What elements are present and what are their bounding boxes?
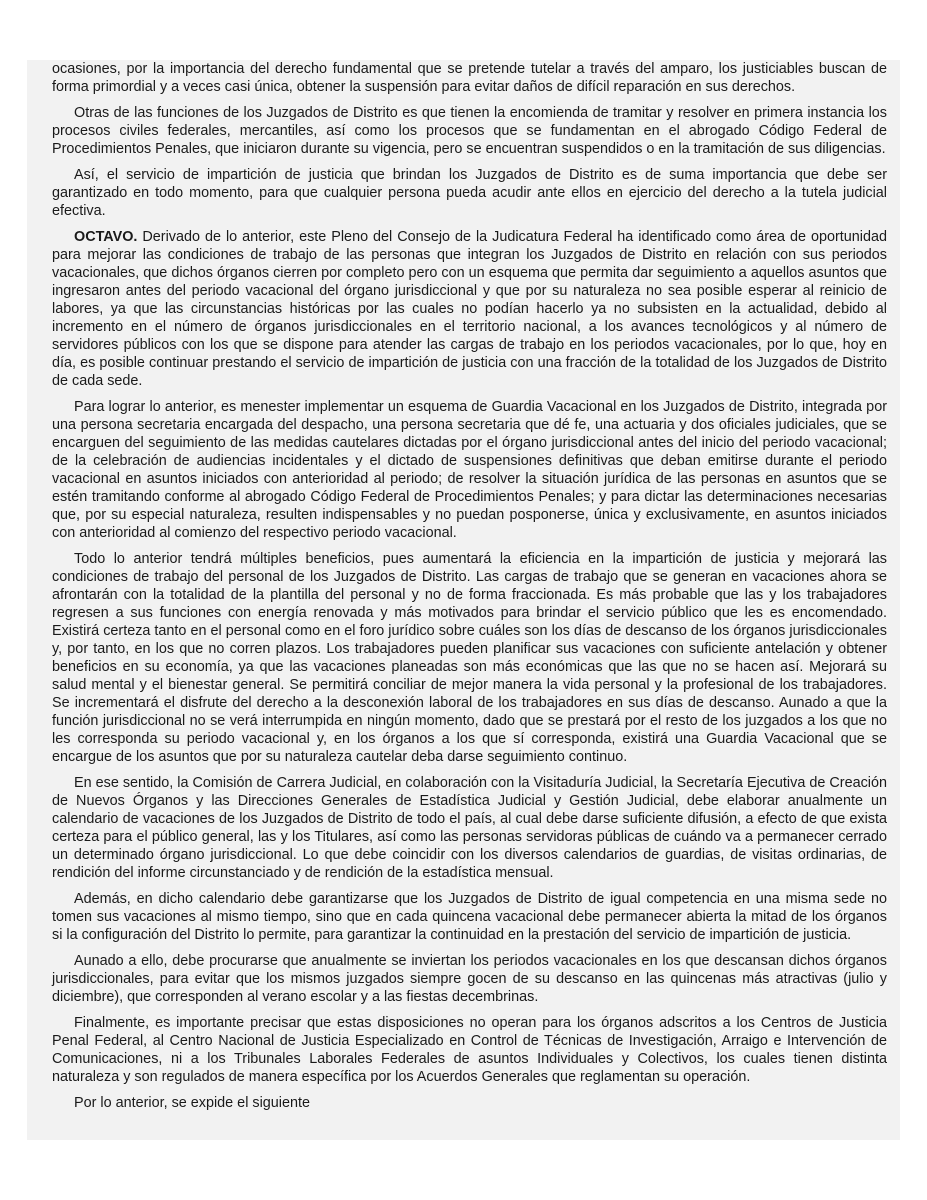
- paragraph-servicio-imparticion: Así, el servicio de impartición de justicia que brindan los Juzgados de Distrito es de suma importancia que debe ser garantizado en todo momento, para que cualquier persona pueda acudir ante ellos en ejercicio del derecho a la tutela judicial efectiva.: [52, 167, 887, 219]
- paragraph-continuation: ocasiones, por la importancia del derecho fundamental que se pretende tutelar a través del amparo, los justiciables buscan de forma primordial y a veces casi única, obtener la suspensión para evitar daños de difícil reparación en sus derechos.: [52, 61, 887, 95]
- paragraph-calendario: En ese sentido, la Comisión de Carrera Judicial, en colaboración con la Visitaduría Judicial, la Secretaría Ejecutiva de Creación de Nuevos Órganos y las Direcciones Generales de Estadística Judicial y Gestión Judicial, debe elaborar anualmente un calendario de vacaciones de los Juzgados de Distrito de todo el país, al cual debe darse suficiente difusión, a efecto de que exista certeza para el público general, las y los Titulares, así como las personas servidoras públicas de cuándo va a permanecer cerrado un determinado órgano jurisdiccional. Lo que debe coincidir con los diversos calendarios de guardias, de visitas ordinarias, de rendición del informe circunstanciado y de rendición de la estadística mensual.: [52, 775, 887, 881]
- paragraph-funciones-juzgados: Otras de las funciones de los Juzgados de Distrito es que tienen la encomienda de tramitar y resolver en primera instancia los procesos civiles federales, mercantiles, así como los procesos que se fundamentan en el abrogado Código Federal de Procedimientos Penales, que iniciaron durante su vigencia, pero se encuentran suspendidos o en la tramitación de sus diligencias.: [52, 105, 887, 157]
- paragraph-octavo: [52, 228, 887, 390]
- document-page: [27, 60, 900, 1140]
- paragraph-beneficios: Todo lo anterior tendrá múltiples beneficios, pues aumentará la eficiencia en la impartición de justicia y mejorará las condiciones de trabajo del personal de los Juzgados de Distrito. Las cargas de trabajo que se generan en vacaciones ahora se afrontarán con la totalidad de la plantilla del personal y no de forma fraccionada. Es más probable que las y los trabajadores regresen a sus funciones con energía renovada y más motivados para brindar el servicio público que les es encomendado. Existirá certeza tanto en el personal como en el foro jurídico sobre cuáles son los días de descanso de los órganos jurisdiccionales y, por tanto, en los que no corren plazos. Los trabajadores pueden planificar sus vacaciones con suficiente antelación y obtener beneficios en su economía, ya que las vacaciones planeadas son más económicas que las que no se hacen así. Mejorará su salud mental y el bienestar general. Se permitirá conciliar de mejor manera la vida personal y la profesional de los trabajadores. Se incrementará el disfrute del derecho a la desconexión laboral de los trabajadores en sus días de descanso. Aunado a que la función jurisdiccional no se verá interrumpida en ningún momento, dado que se prestará por el resto de los juzgados a los que no les corresponda su periodo vacacional y, en los órganos a los que sí corresponda, existirá una Guardia Vacacional que se encargue de los asuntos que por su naturaleza cautelar deba darse seguimiento continuo.: [52, 551, 887, 765]
- section-heading-octavo: OCTAVO.: [74, 229, 138, 245]
- paragraph-misma-sede: Además, en dicho calendario debe garantizarse que los Juzgados de Distrito de igual competencia en una misma sede no tomen sus vacaciones al mismo tiempo, sino que en cada quincena vacacional debe permanecer abierta la mitad de los órganos si la configuración del Distrito lo permite, para garantizar la continuidad en la prestación del servicio de impartición de justicia.: [52, 891, 887, 943]
- paragraph-excepciones: Finalmente, es importante precisar que estas disposiciones no operan para los órganos adscritos a los Centros de Justicia Penal Federal, al Centro Nacional de Justicia Especializado en Control de Técnicas de Investigación, Arraigo e Intervención de Comunicaciones, ni a los Tribunales Laborales Federales de asuntos Individuales y Colectivos, los cuales tienen distinta naturaleza y son regulados de manera específica por los Acuerdos Generales que reglamentan su operación.: [52, 1015, 887, 1085]
- paragraph-periodos-invertidos: Aunado a ello, debe procurarse que anualmente se inviertan los periodos vacacionales en los que descansan dichos órganos jurisdiccionales, para evitar que los mismos juzgados siempre gocen de su descanso en las quincenas más atractivas (julio y diciembre), que corresponden al verano escolar y a las fiestas decembrinas.: [52, 953, 887, 1005]
- paragraph-guardia-vacacional: Para lograr lo anterior, es menester implementar un esquema de Guardia Vacacional en los Juzgados de Distrito, integrada por una persona secretaria encargada del despacho, una persona secretaria que dé fe, una actuaria y dos oficiales judiciales, que se encarguen del seguimiento de las medidas cautelares dictadas por el órgano jurisdiccional antes del inicio del periodo vacacional; de la celebración de audiencias incidentales y el dictado de suspensiones definitivas que deban emitirse durante el periodo vacacional en asuntos iniciados con anterioridad al periodo; de resolver la situación jurídica de las personas en asuntos que se estén tramitando conforme al abrogado Código Federal de Procedimientos Penales; y para dictar las determinaciones necesarias que, por su especial naturaleza, resulten indispensables y no puedan posponerse, única y exclusivamente, en asuntos iniciados con anterioridad al comienzo del respectivo periodo vacacional.: [52, 399, 887, 541]
- paragraph-octavo-body: Derivado de lo anterior, este Pleno del Consejo de la Judicatura Federal ha identificado como área de oportunidad para mejorar las condiciones de trabajo de las personas que integran los Juzgados de Distrito en relación con sus periodos vacacionales, que dichos órganos cierren por completo pero con un esquema que permita dar seguimiento a aquellos asuntos que ingresaron antes del periodo vacacional del órgano jurisdiccional y que por su naturaleza no sea posible esperar al reinicio de labores, ya que las circunstancias históricas por las cuales no podían hacerlo ya no subsisten en la actualidad, debido al incremento en el número de órganos jurisdiccionales en el territorio nacional, a los avances tecnológicos y al número de servidores públicos con los que se dispone para atender las cargas de trabajo en los periodos vacacionales, por lo que, hoy en día, es posible continuar prestando el servicio de impartición de justicia con una fracción de la totalidad de los Juzgados de Distrito de cada sede.: [52, 229, 887, 389]
- paragraph-conclusion: Por lo anterior, se expide el siguiente: [74, 1095, 310, 1111]
